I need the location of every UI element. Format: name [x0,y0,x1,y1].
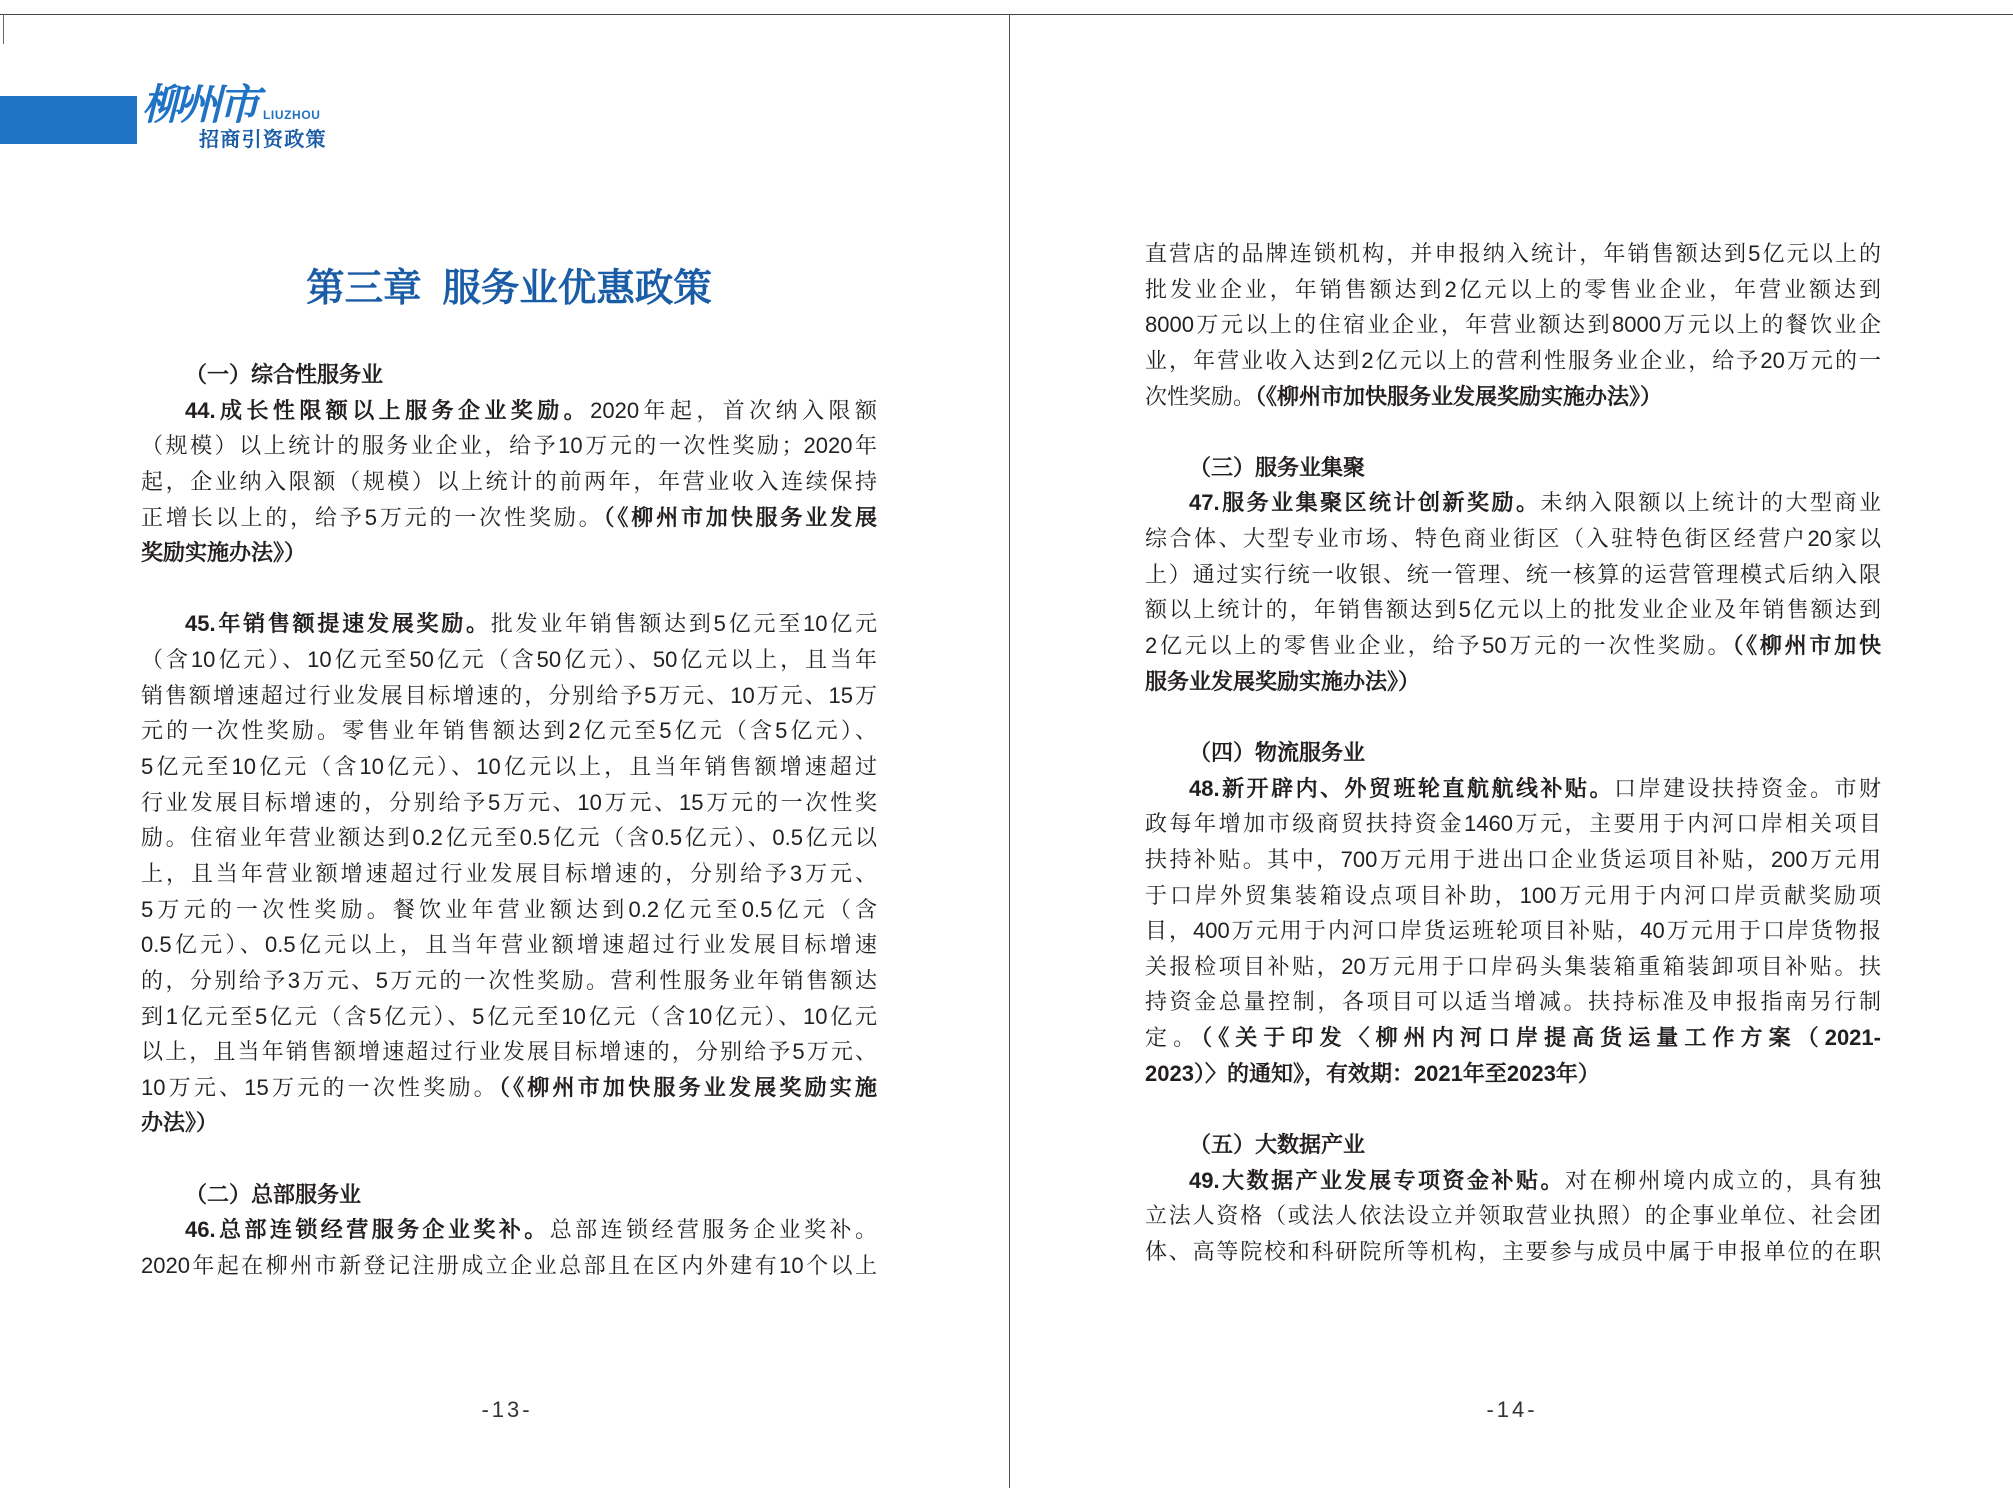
logo-subtitle: 招商引资政策 [199,127,327,151]
text-line [141,606,877,642]
text-line [141,856,877,892]
text-line [1145,557,1881,593]
body-text: 立法人资格（或法人依法设立并领取营业执照）的企事业单位、社会团 [1145,1203,1881,1229]
policy-paragraph [141,393,877,571]
body-text: 总部连锁经营服务企业奖补。 [549,1217,877,1243]
body-text: 上）通过实行统一收银、统一管理、统一核算的运营管理模式后纳入限 [1145,561,1881,587]
body-text: 到1亿元至5亿元（含5亿元）、5亿元至10亿元（含10亿元）、10亿元 [141,1003,877,1029]
text-line [1145,236,1881,272]
page-number: -14- [1486,1397,1538,1422]
body-text: 直营店的品牌连锁机构，并申报纳入统计，年销售额达到5亿元以上的 [1145,241,1881,266]
text-line [141,749,877,785]
text-line [1145,307,1881,343]
page-number: -13- [481,1397,533,1422]
emphasized-text: 47.服务业集聚区统计创新奖励。 [1189,490,1541,516]
emphasized-text: 45.年销售额提速发展奖励。 [185,611,491,637]
body-text: 未纳入限额以上统计的大型商业 [1540,490,1881,516]
body-text: （规模）以上统计的服务业企业，给予10万元的一次性奖励；2020年 [141,433,877,459]
body-text: 关报检项目补贴，20万元用于口岸码头集装箱重箱装卸项目补贴。扶 [1145,953,1881,979]
text-line [1145,984,1881,1020]
section-heading-text: （三）服务业集聚 [1189,454,1366,480]
text-line [1145,878,1881,914]
text-line [141,892,877,928]
body-text: 政每年增加市级商贸扶持资金1460万元，主要用于内河口岸相关项目 [1145,811,1881,837]
text-line [1145,1198,1881,1234]
text-line [1145,592,1881,628]
emphasized-text: 奖励实施办法》） [141,540,307,566]
emphasized-text: （《柳州市加快 [1732,633,1881,659]
text-line [141,713,877,749]
text-line [1145,949,1881,985]
body-text: 业，年营业收入达到2亿元以上的营利性服务业企业，给予20万元的一 [1145,347,1881,373]
text-line [141,1248,877,1284]
section-heading [141,1177,877,1213]
body-text: 0.5亿元）、0.5亿元以上，且当年营业额增速超过行业发展目标增速 [141,932,877,958]
text-line [1145,1163,1881,1199]
text-line [141,428,877,464]
text-line [1145,806,1881,842]
body-text: 综合体、大型专业市场、特色商业街区（入驻特色街区经营户20家以 [1145,526,1881,552]
body-text: 5万元的一次性奖励。餐饮业年营业额达到0.2亿元至0.5亿元（含 [141,896,877,922]
body-text: 2020年起在柳州市新登记注册成立企业总部且在区内外建有10个以上 [141,1253,877,1279]
body-text: 持资金总量控制，各项目可以适当增减。扶持标准及申报指南另行制 [1145,989,1881,1015]
text-line [141,963,877,999]
page-left-edge [3,14,4,44]
text-line [1145,521,1881,557]
section-heading [1145,450,1881,486]
text-line [1145,272,1881,308]
text-line [1145,628,1881,664]
emphasized-text: 46.总部连锁经营服务企业奖补。 [185,1217,550,1243]
body-text: 对在柳州境内成立的，具有独 [1565,1167,1881,1193]
text-line [141,1034,877,1070]
section-heading-text: （二）总部服务业 [185,1181,362,1207]
logo-bar [0,96,137,144]
emphasized-text: （《柳州市加快服务业发展奖励实施 [498,1074,877,1100]
body-text: 的，分别给予3万元、5万元的一次性奖励。营利性服务业年销售额达 [141,967,877,993]
text-line [141,820,877,856]
body-text: 励。住宿业年营业额达到0.2亿元至0.5亿元（含0.5亿元）、0.5亿元以 [141,825,877,851]
text-line [1145,771,1881,807]
text-line [1145,485,1881,521]
body-text: 批发业年销售额达到5亿元至10亿元 [490,611,877,637]
body-text: 元的一次性奖励。零售业年销售额达到2亿元至5亿元（含5亿元）、 [141,718,877,744]
body-text: 上，且当年营业额增速超过行业发展目标增速的，分别给予3万元、 [141,860,877,886]
body-text: 定。 [1145,1025,1202,1051]
text-line [1145,664,1881,700]
body-text: 起，企业纳入限额（规模）以上统计的前两年，年营业收入连续保持 [141,468,877,494]
emphasized-text: 44.成长性限额以上服务企业奖励。 [185,397,591,423]
emphasized-text: （《关于印发〈柳州内河口岸提高货运量工作方案（2021- [1201,1025,1881,1051]
body-text: 口岸建设扶持资金。市财 [1614,775,1881,801]
text-line [141,1070,877,1106]
text-line [1145,842,1881,878]
body-text: 2020年起，首次纳入限额 [590,397,877,423]
policy-paragraph [1145,1163,1881,1270]
emphasized-text: 2023）〉的通知》，有效期：2021年至2023年） [1145,1060,1600,1086]
body-text: 目，400万元用于内河口岸货运班轮项目补贴，40万元用于口岸货物报 [1145,918,1881,944]
text-line [1145,1056,1881,1092]
page-spine-divider [1009,14,1010,1488]
body-text: 10万元、15万元的一次性奖励。 [141,1074,499,1100]
section-heading [141,357,877,393]
text-line [141,1105,877,1141]
body-text: 体、高等院校和科研院所等机构，主要参与成员中属于申报单位的在职 [1145,1238,1881,1264]
text-line [141,642,877,678]
section-heading-text: （四）物流服务业 [1189,739,1366,765]
text-line [141,393,877,429]
text-line [141,500,877,536]
body-text: 5亿元至10亿元（含10亿元）、10亿元以上，且当年销售额增速超过 [141,754,877,780]
emphasized-text: 49.大数据产业发展专项资金补贴。 [1189,1167,1566,1193]
text-line [141,464,877,500]
text-line [141,927,877,963]
policy-paragraph [141,1212,877,1283]
body-text: 行业发展目标增速的，分别给予5万元、10万元、15万元的一次性奖 [141,789,877,815]
policy-paragraph [141,606,877,1141]
page-14-body [1145,236,1881,1270]
body-text: 批发业企业，年销售额达到2亿元以上的零售业企业，年营业额达到 [1145,276,1881,302]
policy-paragraph [1145,485,1881,699]
logo-calligraphy: 柳州市 [142,80,257,129]
text-line [1145,343,1881,379]
body-text: 以上，且当年销售额增速超过行业发展目标增速的，分别给予5万元、 [141,1039,877,1065]
body-text: 8000万元以上的住宿业企业，年营业额达到8000万元以上的餐饮业企 [1145,312,1881,338]
text-line [141,678,877,714]
section-heading-text: （一）综合性服务业 [185,362,384,387]
text-line [1145,913,1881,949]
body-text: 额以上统计的，年销售额达到5亿元以上的批发业企业及年销售额达到 [1145,597,1881,623]
text-line [1145,1234,1881,1270]
body-text: 扶持补贴。其中，700万元用于进出口企业货运项目补贴，200万元用 [1145,846,1881,872]
text-line [1145,1020,1881,1056]
text-line [141,999,877,1035]
chapter-title: 第三章 服务业优惠政策 [306,267,712,310]
text-line [141,785,877,821]
emphasized-text: （《柳州市加快服务业发展奖励实施办法》） [1255,383,1663,409]
section-heading [1145,1127,1881,1163]
text-line [1145,379,1881,415]
page-top-border [0,14,2013,15]
section-heading-text: （五）大数据产业 [1189,1132,1366,1158]
body-text: 于口岸外贸集装箱设点项目补助，100万元用于内河口岸贡献奖励项 [1145,882,1881,908]
page-13-body [141,357,877,1284]
text-line [141,535,877,571]
body-text: （含10亿元）、10亿元至50亿元（含50亿元）、50亿元以上，且当年 [141,647,877,673]
logo-pinyin: LIUZHOU [263,108,321,122]
body-text: 销售额增速超过行业发展目标增速的，分别给予5万元、10万元、15万 [141,682,877,708]
emphasized-text: （《柳州市加快服务业发展 [603,504,877,530]
policy-paragraph [1145,236,1881,414]
text-line [141,1212,877,1248]
emphasized-text: 办法》） [141,1110,219,1136]
emphasized-text: 48.新开辟内、外贸班轮直航航线补贴。 [1189,775,1615,801]
section-heading [1145,735,1881,771]
policy-paragraph [1145,771,1881,1092]
body-text: 次性奖励。 [1145,383,1256,409]
body-text: 2亿元以上的零售业企业，给予50万元的一次性奖励。 [1145,633,1733,659]
emphasized-text: 服务业发展奖励实施办法》） [1145,668,1421,694]
body-text: 正增长以上的，给予5万元的一次性奖励。 [141,504,604,530]
